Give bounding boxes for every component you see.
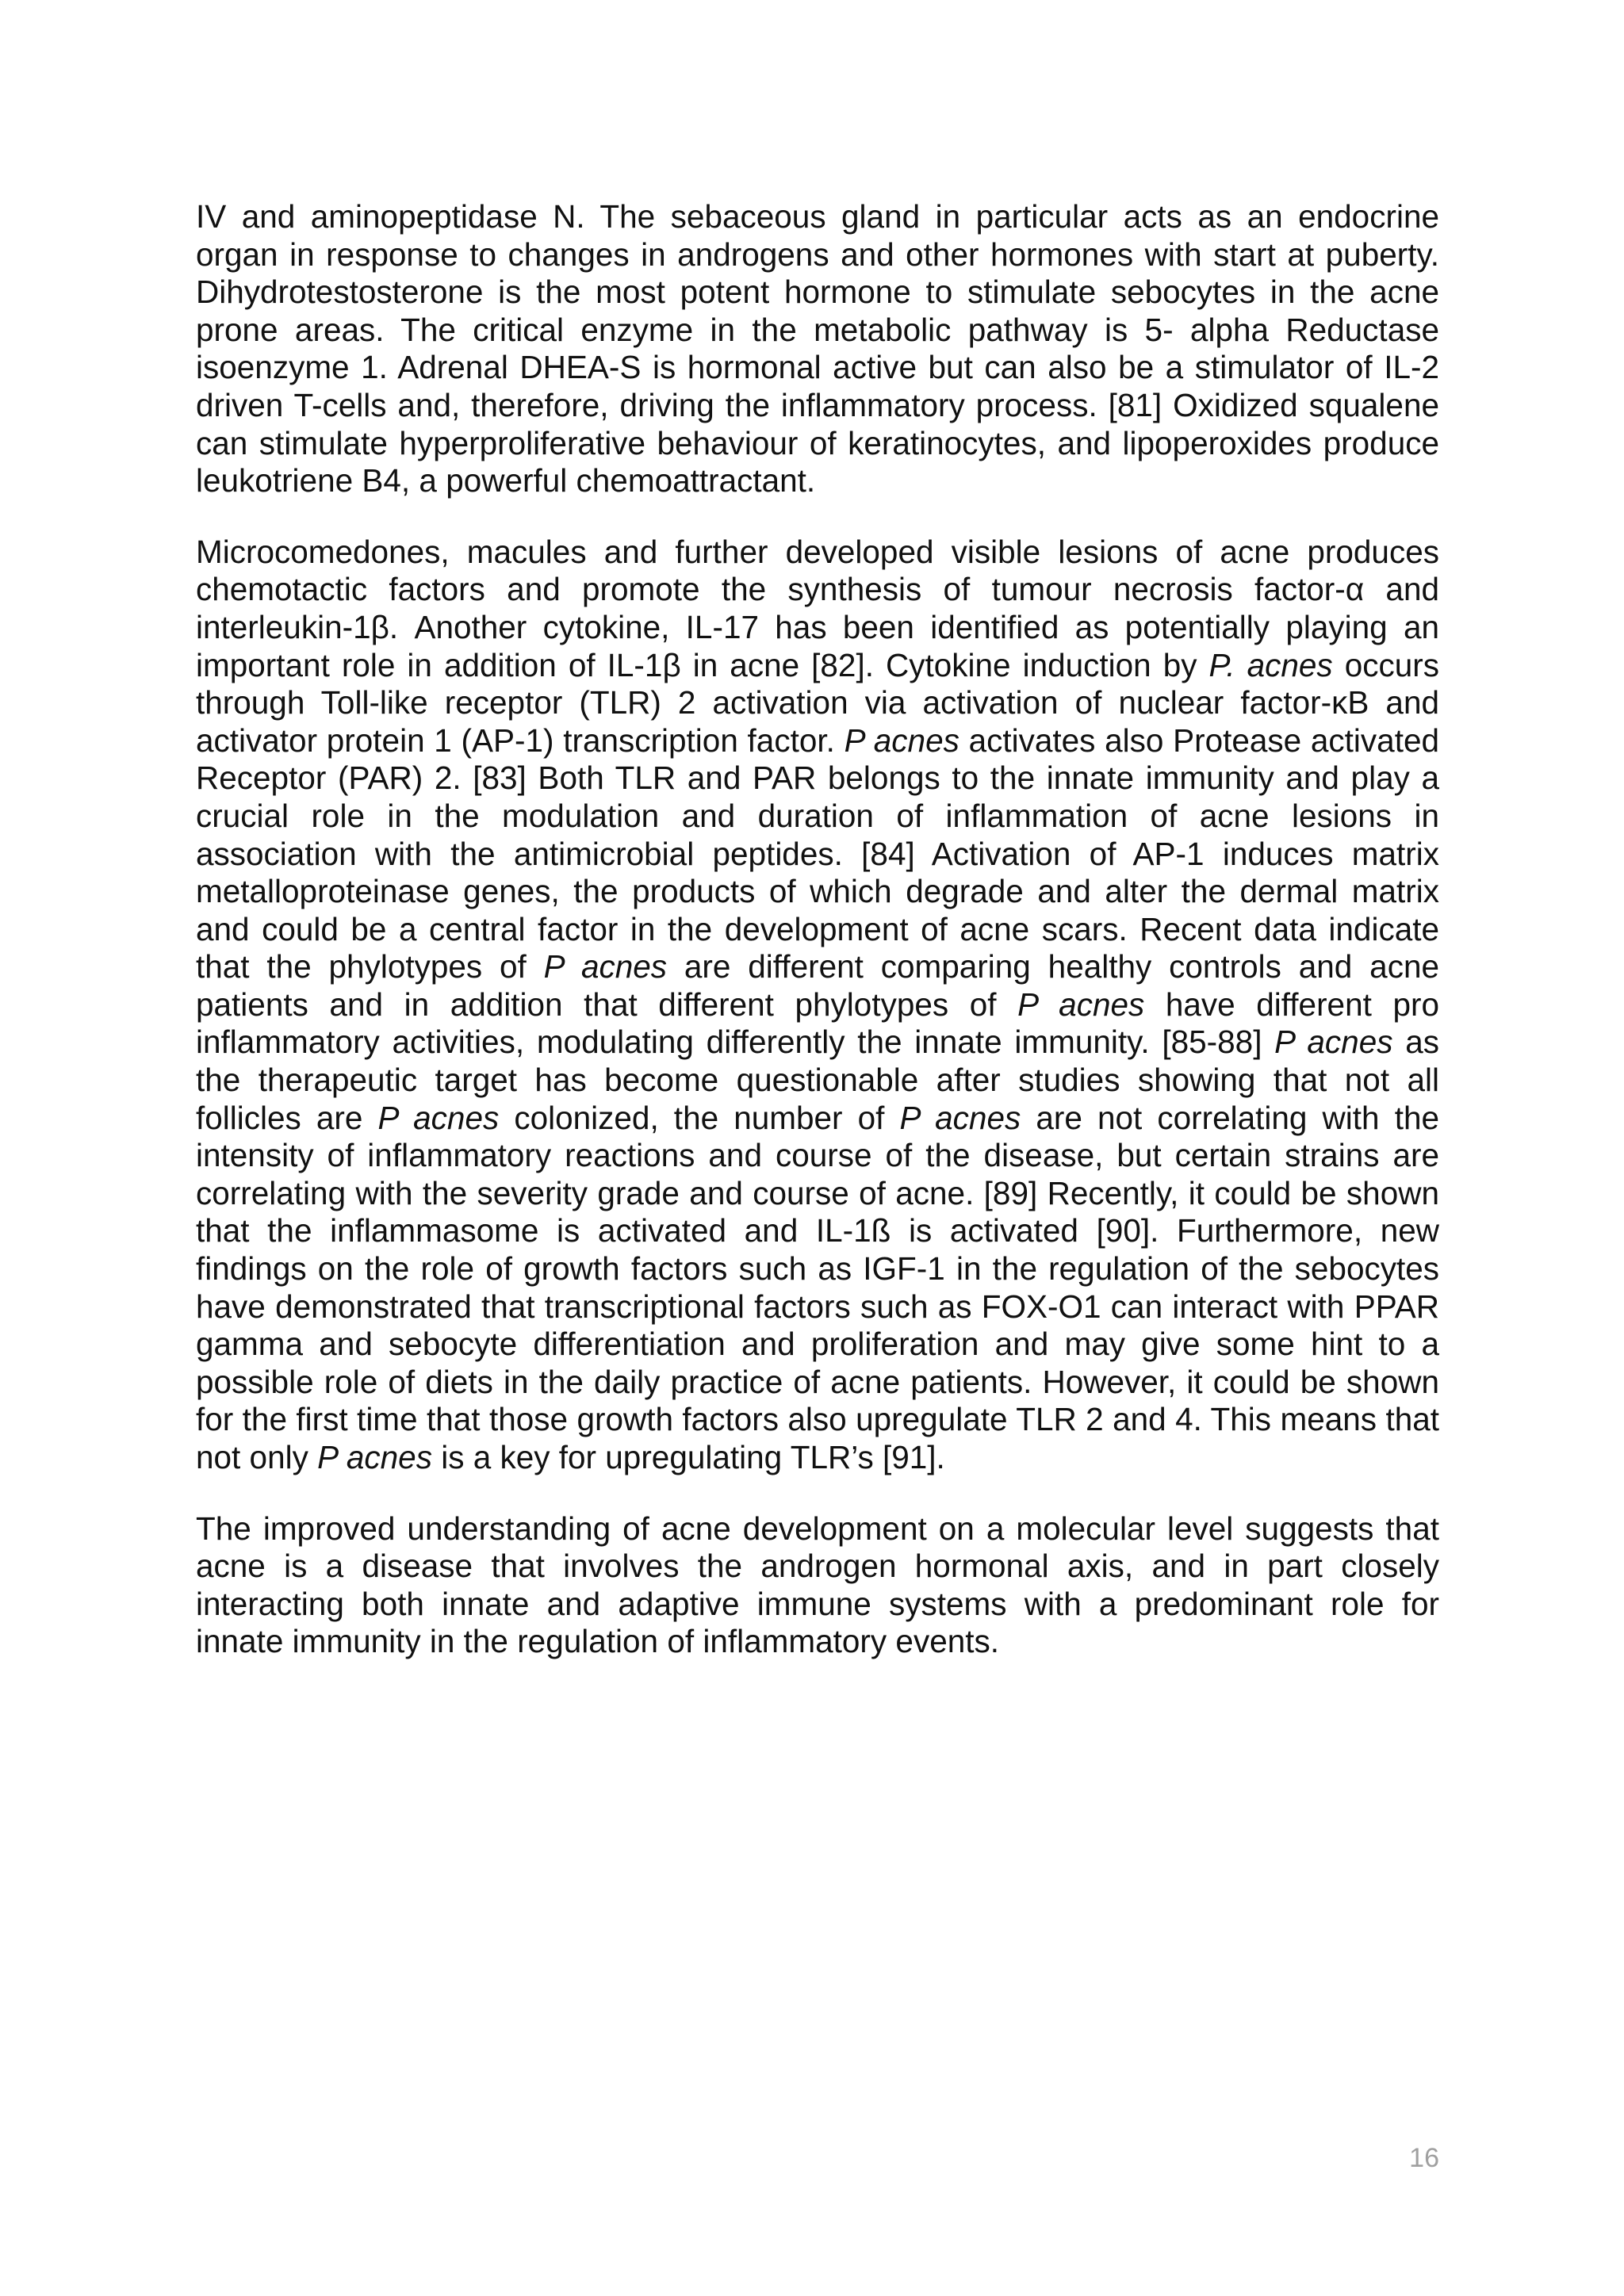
text-run: are different comparing healthy controls and acne patients and in addition that different phylotypes of — [196, 948, 1439, 1023]
text-run: activates also Protease activated Receptor (PAR) 2. [83] Both TLR and PAR belongs to the innate immunity and play a crucial role in the modulation and duration of inflammation of acne lesions in association with the antimicrobial peptides. [84] Activation of AP-1 induces matrix metalloproteinase genes, the products of which degrade and alter the dermal matrix and could be a central factor in the development of acne scars. Recent data indicate that the phylotypes of — [196, 721, 1439, 985]
italic-term: P acnes — [317, 1439, 432, 1475]
text-run: IV and aminopeptidase N. The sebaceous gland in particular acts as an endocrine organ in response to changes in androgens and other hormones with start at puberty. Dihydrotestosterone is the most potent hormone to stimulate sebocytes in the acne prone areas. The critical enzyme in the metabolic pathway is 5- alpha Reductase isoenzyme 1. Adrenal DHEA-S is hormonal active but can also be a stimulator of IL-2 driven T-cells and, therefore, driving the inflammatory process. [81] Oxidized squalene can stimulate hyperproliferative behaviour of keratinocytes, and lipoperoxides produce leukotriene B4, a powerful chemoattractant. — [196, 198, 1439, 499]
text-run: have different pro inflammatory activities, modulating differently the innate immunity. [85-88] — [196, 985, 1439, 1061]
italic-term: P acnes — [1017, 985, 1145, 1023]
italic-term: P acnes — [377, 1099, 500, 1136]
italic-term: P acnes — [543, 948, 668, 985]
paragraph-cytokines — [196, 534, 1439, 1477]
body-text — [196, 198, 1439, 1694]
paragraph-conclusion — [196, 1510, 1439, 1661]
text-run: occurs through Toll-like receptor (TLR) 2 activation via activation of nuclear factor-κB and activator protein 1 (AP-1) transcription factor. — [196, 646, 1439, 759]
italic-term: P acnes — [899, 1099, 1021, 1136]
page-number: 16 — [1409, 2143, 1439, 2173]
text-run: as the therapeutic target has become questionable after studies showing that not all follicles are — [196, 1024, 1439, 1136]
text-run: colonized, the number of — [499, 1099, 900, 1136]
text-run: are not correlating with the intensity of inflammatory reactions and course of the disease, but certain strains are correlating with the severity grade and course of acne. [89] Recently, it could be shown that the inflammasome is activated and IL-1ß is activated [90]. Furthermore, new findings on the role of growth factors such as IGF-1 in the regulation of the sebocytes have demonstrated that transcriptional factors such as FOX-O1 can interact with PPAR gamma and sebocyte differentiation and proliferation and may give some hint to a possible role of diets in the daily practice of acne patients. However, it could be shown for the first time that those growth factors also upregulate TLR 2 and 4. This means that not only — [196, 1099, 1439, 1475]
text-run: is a key for upregulating TLR’s [91]. — [431, 1439, 945, 1475]
italic-term: P acnes — [1274, 1024, 1393, 1061]
paragraph-hormones — [196, 198, 1439, 500]
text-run: The improved understanding of acne development on a molecular level suggests that acne is a disease that involves the androgen hormonal axis, and in part closely interacting both innate and adaptive immune systems with a predominant role for innate immunity in the regulation of inflammatory events. — [196, 1510, 1439, 1660]
italic-term: P acnes — [844, 721, 959, 759]
text-run: Microcomedones, macules and further developed visible lesions of acne produces chemotactic factors and promote the synthesis of tumour necrosis factor-α and interleukin-1β. Another cytokine, IL-17 has been identified as potentially playing an important role in addition of IL-1β in acne [82]. Cytokine induction by — [196, 533, 1439, 683]
italic-term: P. acnes — [1208, 646, 1333, 683]
